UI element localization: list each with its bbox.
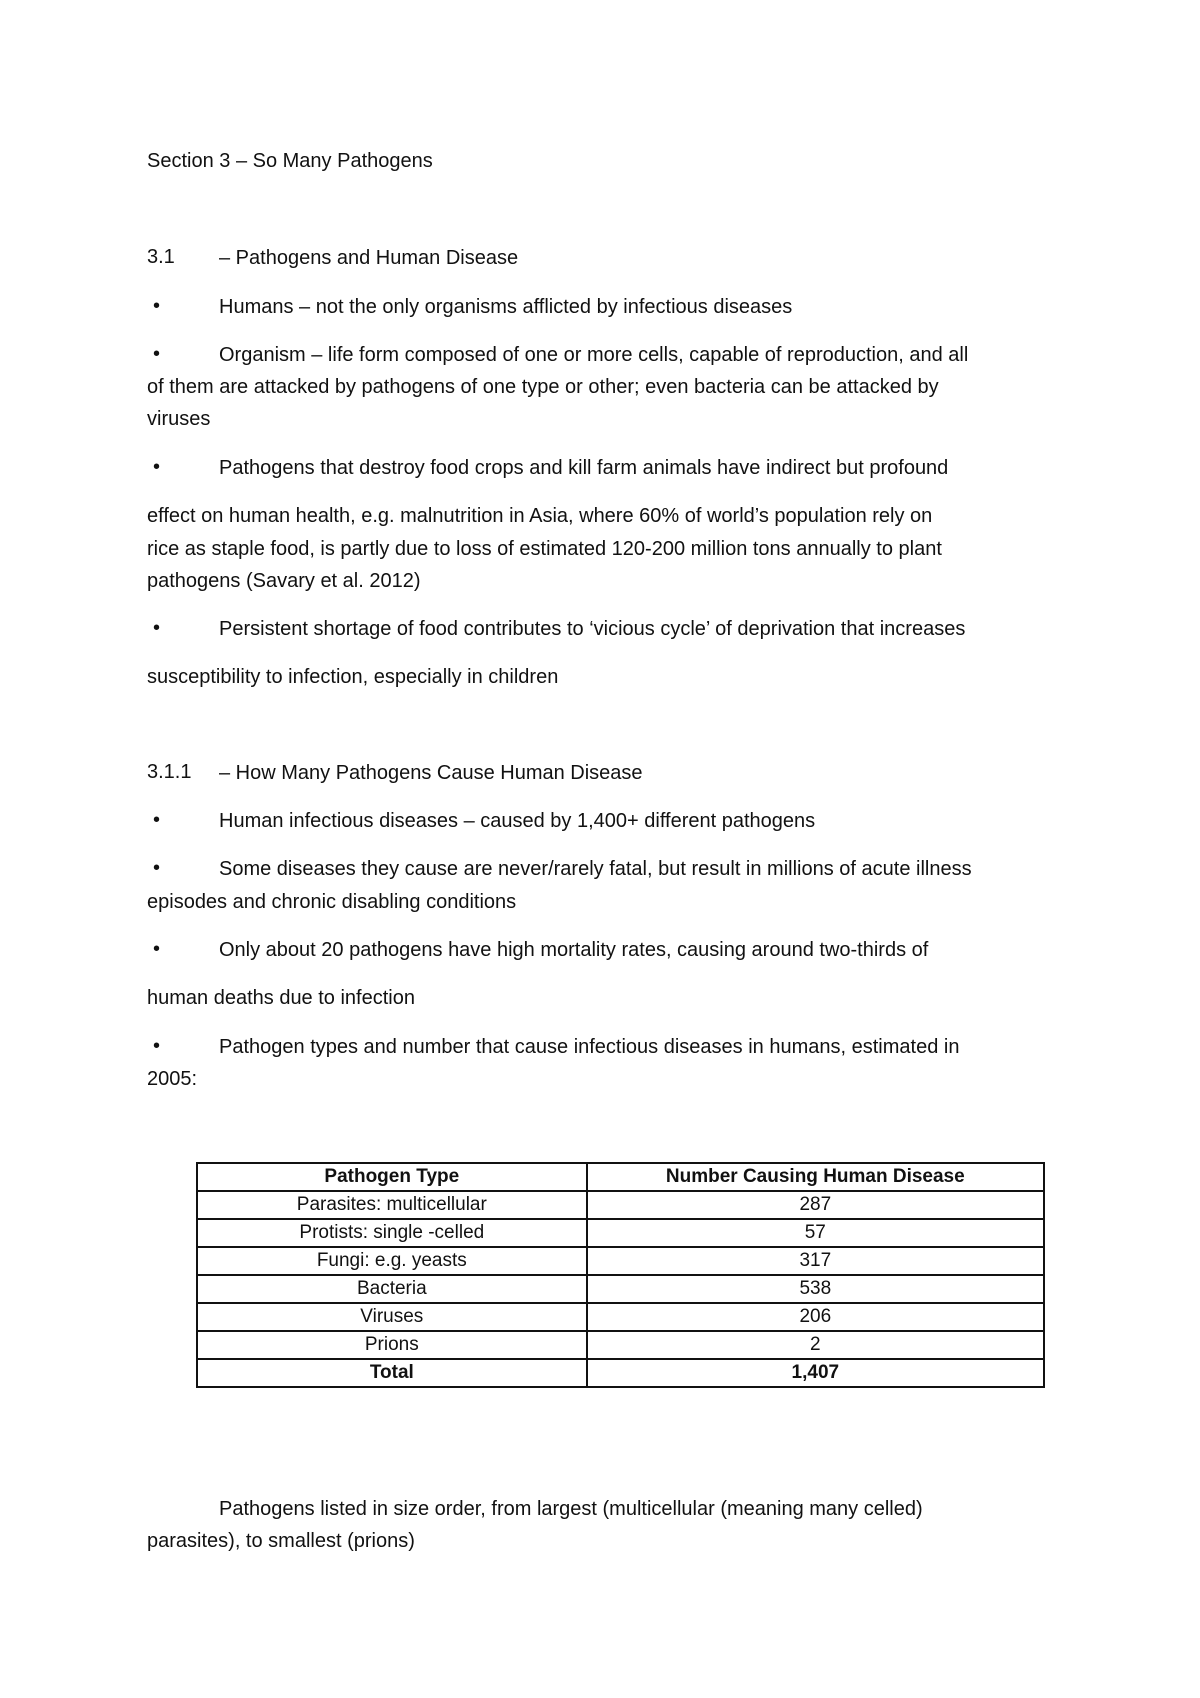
bullet: • [153,343,161,365]
table-row [197,1331,1044,1359]
bullet: • [153,295,161,317]
text-line: rice as staple food, is partly due to loss of estimated 120-200 million tons annually to plant [147,538,942,560]
bullet: • [153,809,161,831]
bullet-text: Pathogens that destroy food crops and kill farm animals have indirect but profound [219,457,949,479]
pathogen-count: 538 [587,1275,1044,1303]
table-header-row [197,1163,1044,1191]
text-line: human deaths due to infection [147,987,415,1009]
text-line: effect on human health, e.g. malnutrition in Asia, where 60% of world’s population rely on [147,505,933,527]
pathogen-count: 317 [587,1247,1044,1275]
pathogen-count: 287 [587,1191,1044,1219]
table-total-row [197,1359,1044,1387]
table-row [197,1247,1044,1275]
table-row [197,1303,1044,1331]
bullet-text: Pathogen types and number that cause infectious diseases in humans, estimated in [219,1036,960,1058]
pathogen-count: 206 [587,1303,1044,1331]
pathogen-type: Fungi: e.g. yeasts [197,1247,587,1275]
pathogen-type: Bacteria [197,1275,587,1303]
pathogen-type: Parasites: multicellular [197,1191,587,1219]
section-title: Section 3 – So Many Pathogens [147,150,433,172]
subheading-number: 3.1.1 [147,761,192,783]
bullet: • [153,857,161,879]
bullet-text: Only about 20 pathogens have high mortality rates, causing around two-thirds of [219,939,929,961]
bullet: • [153,617,161,639]
bullet: • [153,456,161,478]
column-header: Number Causing Human Disease [587,1163,1044,1191]
pathogen-table [196,1162,1045,1388]
bullet-text: Persistent shortage of food contributes to ‘vicious cycle’ of deprivation that increases [219,618,966,640]
heading-title: – Pathogens and Human Disease [219,247,519,269]
bullet-text: Human infectious diseases – caused by 1,400+ different pathogens [219,810,816,832]
column-header: Pathogen Type [197,1163,587,1191]
text-line: susceptibility to infection, especially in children [147,666,559,688]
closing-text: parasites), to smallest (prions) [147,1530,415,1552]
heading-number: 3.1 [147,246,175,268]
table-row [197,1191,1044,1219]
text-line: episodes and chronic disabling conditions [147,891,517,913]
total-label: Total [197,1359,587,1387]
bullet-text: Some diseases they cause are never/rarely fatal, but result in millions of acute illness [219,858,972,880]
pathogen-type: Prions [197,1331,587,1359]
pathogen-count: 57 [587,1219,1044,1247]
bullet-text: Organism – life form composed of one or more cells, capable of reproduction, and all [219,344,969,366]
closing-text: Pathogens listed in size order, from largest (multicellular (meaning many celled) [219,1498,923,1520]
table-row [197,1275,1044,1303]
bullet: • [153,938,161,960]
table-row [197,1219,1044,1247]
pathogen-type: Viruses [197,1303,587,1331]
pathogen-type: Protists: single -celled [197,1219,587,1247]
text-line: viruses [147,408,211,430]
total-value: 1,407 [587,1359,1044,1387]
text-line: of them are attacked by pathogens of one type or other; even bacteria can be attacked by [147,376,939,398]
subheading-title: – How Many Pathogens Cause Human Disease [219,762,643,784]
text-line: pathogens (Savary et al. 2012) [147,570,421,592]
text-line: 2005: [147,1068,198,1090]
bullet-text: Humans – not the only organisms afflicted by infectious diseases [219,296,793,318]
pathogen-count: 2 [587,1331,1044,1359]
bullet: • [153,1035,161,1057]
